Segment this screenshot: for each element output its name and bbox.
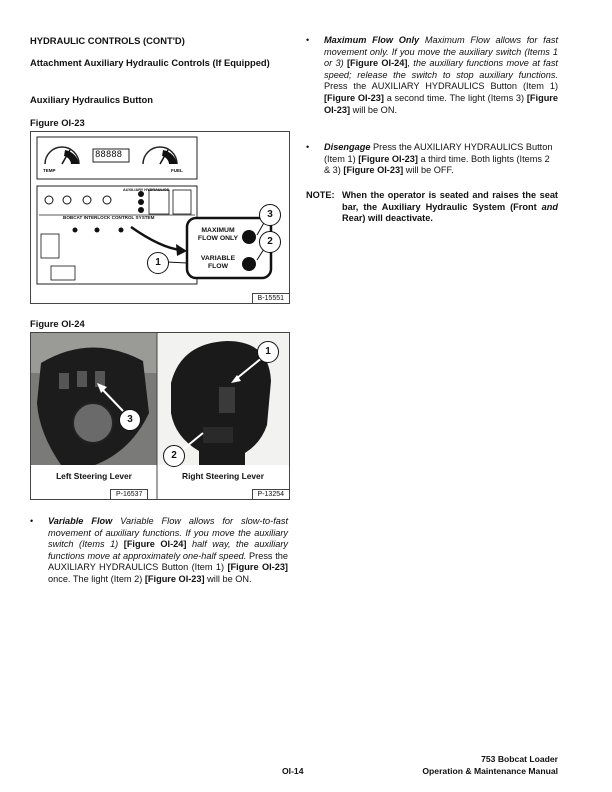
topic-title: Auxiliary Hydraulics Button bbox=[30, 94, 153, 105]
page-number: OI-14 bbox=[282, 766, 304, 776]
max-flow-item bbox=[306, 35, 558, 116]
max-flow-text-3: Press the AUXILIARY HYDRAULICS Button (Item 1) bbox=[324, 81, 558, 92]
disengage-text-2: a third time. Both lights (Items 2 & 3) bbox=[324, 153, 550, 176]
disengage-item bbox=[306, 142, 558, 177]
left-lever-ref: P-16537 bbox=[110, 489, 148, 500]
variable-flow-ref-1: [Figure OI-24] bbox=[123, 539, 187, 550]
variable-flow-button-label: VARIABLE FLOW bbox=[200, 255, 236, 270]
variable-flow-ref-3: [Figure OI-23] bbox=[144, 573, 205, 584]
callout-3: 3 bbox=[259, 204, 281, 226]
subsection-title: Attachment Auxiliary Hydraulic Controls (If Equipped) bbox=[30, 57, 270, 68]
max-flow-button-label: MAXIMUM FLOW ONLY bbox=[197, 227, 239, 242]
figure-24 bbox=[30, 332, 290, 500]
bullet: • bbox=[306, 35, 310, 45]
callout-1-right: 1 bbox=[257, 341, 279, 363]
manual-title: Operation & Maintenance Manual bbox=[422, 766, 558, 776]
disengage-text-3: will be OFF. bbox=[403, 165, 454, 176]
max-flow-text-2: , the auxiliary functions move at fast speed; release the switch to stop auxiliary functions. bbox=[324, 58, 558, 80]
panel-title: BOBCAT INTERLOCK CONTROL SYSTEM bbox=[63, 215, 155, 220]
temp-label: TEMP bbox=[43, 168, 56, 173]
hourmeter-display: 88888 bbox=[95, 150, 123, 160]
max-flow-ref-3: [Figure OI-23] bbox=[324, 92, 558, 115]
section-title: HYDRAULIC CONTROLS (CONT'D) bbox=[30, 35, 185, 46]
disengage-ref-2: [Figure OI-23] bbox=[343, 165, 404, 176]
temp-gauge-icon bbox=[45, 147, 79, 164]
bullet: • bbox=[306, 142, 310, 152]
figure-23-ref: B-15551 bbox=[252, 293, 290, 304]
note-text-1: When the operator is seated and raises the seat bar, the Auxiliary Hydraulic System (Front bbox=[342, 190, 558, 212]
variable-flow-term: Variable Flow bbox=[48, 516, 113, 526]
disengage-text-1: Press the AUXILIARY HYDRAULICS Button (Item 1) bbox=[324, 142, 553, 164]
callout-3-left: 3 bbox=[119, 409, 141, 431]
note-emphasis: and bbox=[541, 201, 558, 212]
right-lever-ref: P-13254 bbox=[252, 489, 290, 500]
max-flow-text-1: Maximum Flow allows for fast movement only. If you move the auxiliary switch (Items 1 or 3) bbox=[324, 35, 558, 69]
max-flow-term: Maximum Flow Only bbox=[324, 35, 420, 45]
left-lever-caption: Left Steering Lever bbox=[56, 471, 132, 481]
callout-2-right: 2 bbox=[163, 445, 185, 467]
arrow-icon bbox=[176, 244, 187, 256]
variable-flow-ref-2: [Figure OI-23] bbox=[227, 562, 288, 573]
figure-24-label: Figure OI-24 bbox=[30, 318, 85, 329]
fuel-label: FUEL bbox=[171, 168, 183, 173]
panel-aux-label: AUXILIARY HYDRAULICS bbox=[123, 188, 170, 192]
disengage-term: Disengage bbox=[324, 142, 371, 152]
max-flow-ref-1: [Figure OI-24] bbox=[346, 58, 408, 69]
variable-flow-text-2: half way, the auxiliary functions move at approximately one-half speed. bbox=[48, 539, 288, 561]
fuel-gauge-icon bbox=[143, 147, 177, 164]
variable-flow-text-3: Press the AUXILIARY HYDRAULICS Button (Item 1) bbox=[48, 550, 288, 573]
figure-23-label: Figure OI-23 bbox=[30, 117, 85, 128]
bullet: • bbox=[30, 516, 34, 526]
right-lever-caption: Right Steering Lever bbox=[182, 471, 264, 481]
max-flow-text-4: a second time. The light (Items 3) bbox=[383, 92, 527, 103]
note-block bbox=[306, 190, 558, 225]
figure-23 bbox=[30, 131, 290, 304]
note-text-2: Rear) will deactivate. bbox=[342, 213, 433, 224]
product-name: 753 Bobcat Loader bbox=[481, 754, 558, 764]
max-flow-ref-2: [Figure OI-23] bbox=[324, 92, 384, 103]
max-flow-text-5: will be ON. bbox=[350, 104, 398, 115]
variable-flow-item bbox=[30, 516, 288, 586]
callout-2: 2 bbox=[259, 231, 281, 253]
indicator-icons bbox=[41, 190, 191, 280]
callout-1: 1 bbox=[147, 252, 169, 274]
variable-flow-text-4: once. The light (Item 2) bbox=[48, 573, 145, 584]
disengage-ref-1: [Figure OI-23] bbox=[358, 153, 418, 164]
variable-flow-text-5: will be ON. bbox=[204, 573, 252, 584]
note-label: NOTE: bbox=[306, 190, 335, 200]
variable-flow-text-1: Variable Flow allows for slow-to-fast movement of auxiliary functions. If you move the auxiliary switch (Items 1) bbox=[48, 516, 288, 550]
